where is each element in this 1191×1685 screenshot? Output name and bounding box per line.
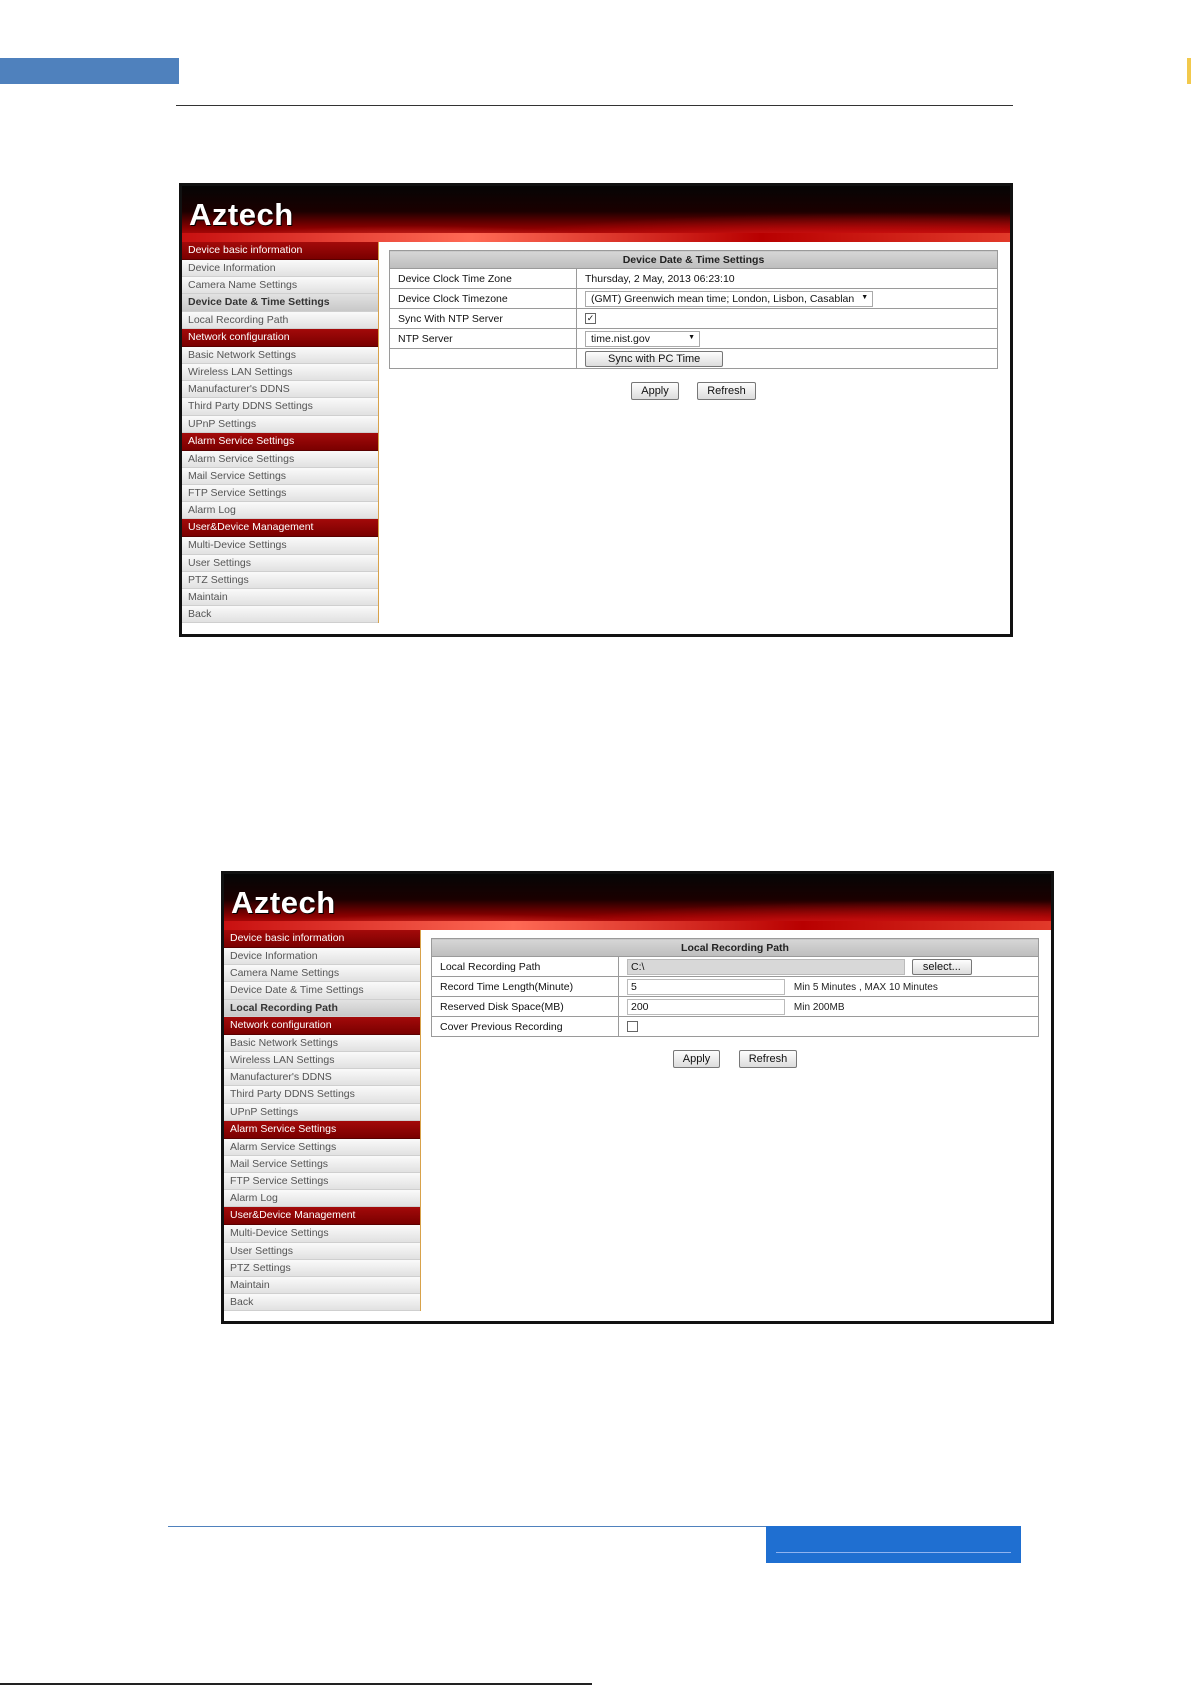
sidebar-item-ptz-settings[interactable]: PTZ Settings (224, 1260, 420, 1277)
disk-space-hint: Min 200MB (793, 1001, 845, 1013)
corner-marker (1187, 58, 1191, 84)
sidebar-item-ftp-service-settings[interactable]: FTP Service Settings (182, 485, 378, 502)
sidebar-section-user-device-management: User&Device Management (224, 1207, 420, 1225)
sidebar-item-third-party-ddns-settings[interactable]: Third Party DDNS Settings (224, 1086, 420, 1103)
clock-timezone-label: Device Clock Timezone (390, 289, 577, 309)
record-length-hint: Min 5 Minutes , MAX 10 Minutes (793, 981, 938, 993)
sidebar-menu (224, 930, 421, 1311)
sidebar-item-manufacturer-s-ddns[interactable]: Manufacturer's DDNS (224, 1069, 420, 1086)
sidebar-item-upnp-settings[interactable]: UPnP Settings (182, 416, 378, 433)
ntp-sync-checkbox[interactable]: ✓ (586, 313, 595, 324)
record-length-label: Record Time Length(Minute) (432, 977, 619, 997)
sidebar-item-device-information[interactable]: Device Information (182, 260, 378, 277)
refresh-button[interactable]: Refresh (739, 1050, 798, 1068)
settings-panel (421, 930, 1051, 1311)
sidebar-item-multi-device-settings[interactable]: Multi-Device Settings (224, 1225, 420, 1242)
sidebar-item-camera-name-settings[interactable]: Camera Name Settings (224, 965, 420, 982)
sidebar-item-device-information[interactable]: Device Information (224, 948, 420, 965)
sidebar-item-third-party-ddns-settings[interactable]: Third Party DDNS Settings (182, 398, 378, 415)
header-tab-decoration (0, 58, 179, 84)
empty-cell (390, 349, 577, 369)
sidebar-item-upnp-settings[interactable]: UPnP Settings (224, 1104, 420, 1121)
disk-space-label: Reserved Disk Space(MB) (432, 997, 619, 1017)
sidebar-item-multi-device-settings[interactable]: Multi-Device Settings (182, 537, 378, 554)
sidebar-item-user-settings[interactable]: User Settings (182, 555, 378, 572)
footer-tab-decoration (766, 1526, 1021, 1563)
brand-banner (224, 874, 1051, 930)
ntp-sync-label: Sync With NTP Server (390, 309, 577, 329)
sidebar-item-local-recording-path[interactable]: Local Recording Path (182, 312, 378, 329)
sidebar-item-alarm-service-settings[interactable]: Alarm Service Settings (224, 1139, 420, 1156)
sidebar-section-user-device-management: User&Device Management (182, 519, 378, 537)
sidebar-item-ptz-settings[interactable]: PTZ Settings (182, 572, 378, 589)
clock-time-zone-value: Thursday, 2 May, 2013 06:23:10 (577, 269, 998, 289)
sidebar-item-alarm-log[interactable]: Alarm Log (224, 1190, 420, 1207)
sidebar-item-maintain[interactable]: Maintain (182, 589, 378, 606)
cover-recording-label: Cover Previous Recording (432, 1017, 619, 1037)
brand-banner (182, 186, 1010, 242)
sidebar-item-alarm-log[interactable]: Alarm Log (182, 502, 378, 519)
panel-title: Local Recording Path (432, 939, 1039, 957)
sidebar-item-manufacturer-s-ddns[interactable]: Manufacturer's DDNS (182, 381, 378, 398)
recording-path-input[interactable]: C:\ (627, 959, 905, 975)
apply-button[interactable]: Apply (631, 382, 679, 400)
sidebar-section-alarm-service-settings: Alarm Service Settings (182, 433, 378, 451)
sidebar-item-maintain[interactable]: Maintain (224, 1277, 420, 1294)
sidebar-item-user-settings[interactable]: User Settings (224, 1243, 420, 1260)
recording-path-form (431, 938, 1039, 1037)
date-time-form (389, 250, 998, 369)
sidebar-item-wireless-lan-settings[interactable]: Wireless LAN Settings (182, 364, 378, 381)
recording-path-label: Local Recording Path (432, 957, 619, 977)
sidebar-section-alarm-service-settings: Alarm Service Settings (224, 1121, 420, 1139)
sidebar-item-back[interactable]: Back (224, 1294, 420, 1311)
clock-time-zone-label: Device Clock Time Zone (390, 269, 577, 289)
footer-rule (168, 1526, 766, 1527)
sidebar-item-local-recording-path[interactable]: Local Recording Path (224, 1000, 420, 1017)
sidebar-section-network-configuration: Network configuration (182, 329, 378, 347)
ntp-server-select[interactable]: time.nist.gov ▼ (585, 331, 700, 347)
sidebar-item-camera-name-settings[interactable]: Camera Name Settings (182, 277, 378, 294)
header-rule (176, 105, 1013, 106)
sidebar-section-device-basic-information: Device basic information (224, 930, 420, 948)
sidebar-item-device-date-time-settings[interactable]: Device Date & Time Settings (182, 294, 378, 311)
sidebar-item-device-date-time-settings[interactable]: Device Date & Time Settings (224, 982, 420, 999)
brand-logo: Aztech (231, 885, 336, 920)
apply-button[interactable]: Apply (673, 1050, 721, 1068)
sidebar-item-ftp-service-settings[interactable]: FTP Service Settings (224, 1173, 420, 1190)
sidebar-item-wireless-lan-settings[interactable]: Wireless LAN Settings (224, 1052, 420, 1069)
sidebar-item-back[interactable]: Back (182, 606, 378, 623)
sidebar-item-alarm-service-settings[interactable]: Alarm Service Settings (182, 451, 378, 468)
record-length-input[interactable]: 5 (627, 979, 785, 995)
sidebar-item-mail-service-settings[interactable]: Mail Service Settings (182, 468, 378, 485)
ntp-server-label: NTP Server (390, 329, 577, 349)
date-time-settings-screenshot (179, 183, 1013, 637)
local-recording-path-screenshot (221, 871, 1054, 1324)
sidebar-section-device-basic-information: Device basic information (182, 242, 378, 260)
sidebar-item-basic-network-settings[interactable]: Basic Network Settings (224, 1035, 420, 1052)
timezone-select[interactable]: (GMT) Greenwich mean time; London, Lisbon, Casablan ▼ (585, 291, 873, 307)
brand-logo: Aztech (189, 197, 294, 232)
sidebar-item-mail-service-settings[interactable]: Mail Service Settings (224, 1156, 420, 1173)
sync-pc-time-button[interactable]: Sync with PC Time (585, 351, 723, 367)
cover-recording-checkbox[interactable] (627, 1021, 638, 1032)
sidebar-section-network-configuration: Network configuration (224, 1017, 420, 1035)
sidebar-menu (182, 242, 379, 623)
settings-panel (379, 242, 1010, 623)
disk-space-input[interactable]: 200 (627, 999, 785, 1015)
panel-title: Device Date & Time Settings (390, 251, 998, 269)
refresh-button[interactable]: Refresh (697, 382, 756, 400)
sidebar-item-basic-network-settings[interactable]: Basic Network Settings (182, 347, 378, 364)
select-path-button[interactable]: select... (912, 959, 972, 975)
